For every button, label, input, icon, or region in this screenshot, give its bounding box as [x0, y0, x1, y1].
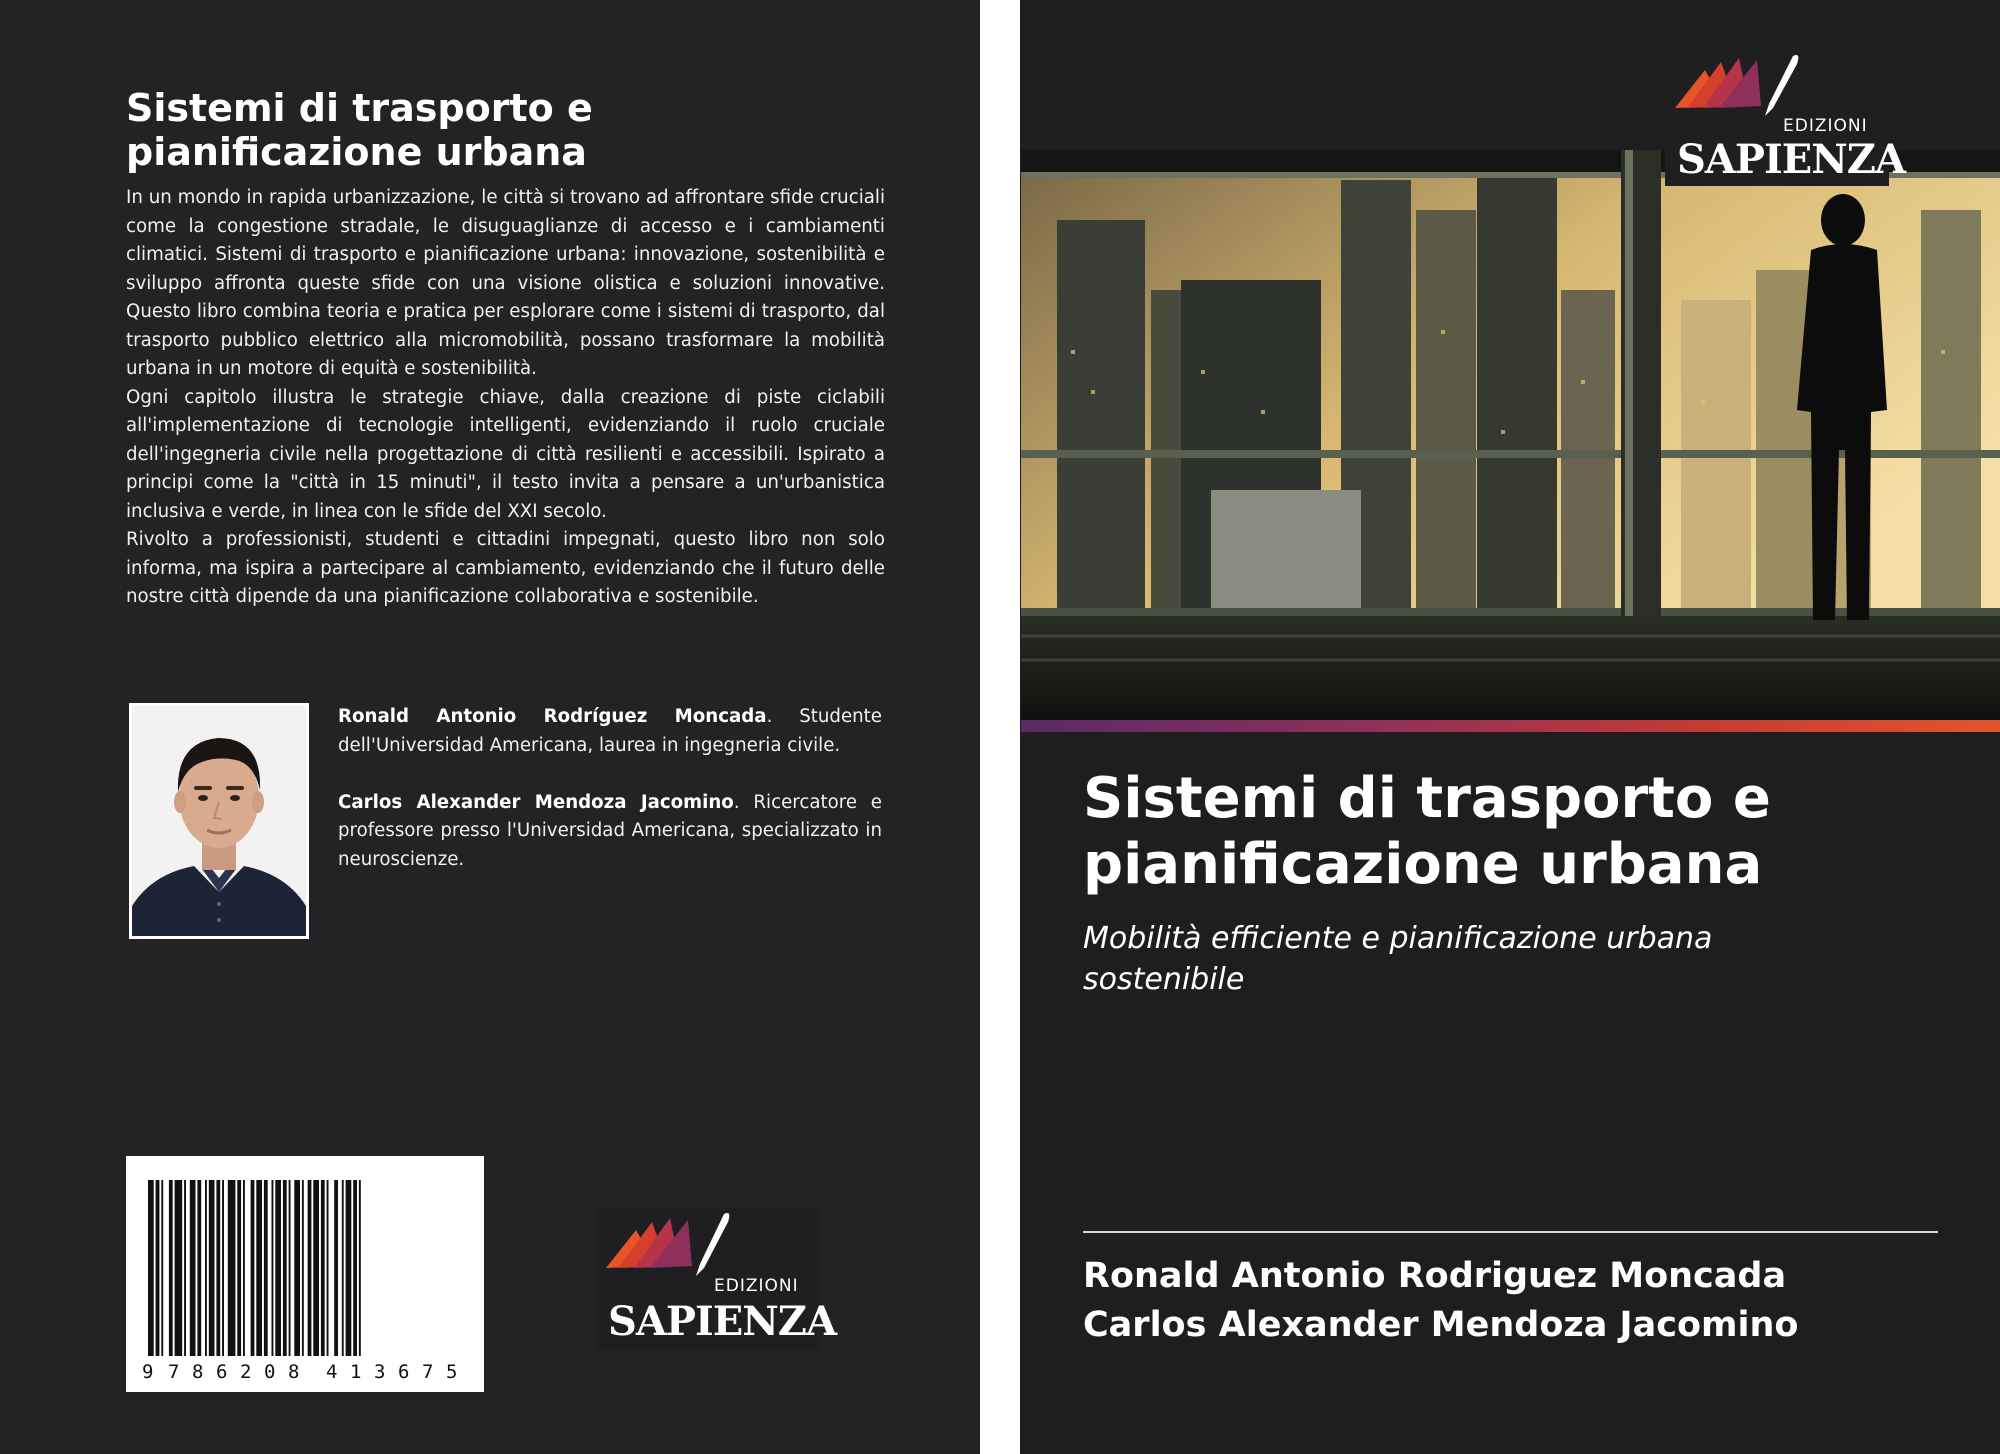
publisher-label-small: EDIZIONI	[714, 1276, 799, 1296]
isbn-digit: 2	[240, 1361, 252, 1383]
barcode-bar	[327, 1180, 329, 1356]
barcode-bar	[251, 1180, 255, 1356]
barcode-bar	[321, 1180, 325, 1356]
author-bios	[338, 703, 882, 903]
barcode-bar	[313, 1180, 319, 1356]
publisher-label-large: SAPIENZA	[608, 1298, 836, 1345]
isbn-digit: 4	[326, 1361, 338, 1383]
barcode-bar	[222, 1180, 224, 1356]
author-bio-text: . Ricercatore e professore presso l'Universidad Americana, specializzato in neuroscienze.	[338, 791, 882, 870]
city-window-skyline-image	[1021, 150, 2000, 720]
cover-photograph	[1021, 150, 2000, 720]
author-portrait-image	[132, 706, 306, 936]
barcode-bar	[308, 1180, 312, 1356]
front-cover-title: Sistemi di trasporto e pianificazione urbana	[1083, 766, 1771, 897]
barcode-bar	[216, 1180, 220, 1356]
barcode-bar	[184, 1180, 186, 1356]
isbn-digit: 3	[374, 1361, 386, 1383]
front-cover-authors	[1083, 1252, 1963, 1350]
back-cover-blurb	[126, 184, 885, 612]
back-cover-title: Sistemi di trasporto e pianificazione urbana	[126, 86, 593, 174]
front-cover-subtitle: Mobilità efficiente e pianificazione urbana sostenibile	[1083, 921, 1713, 997]
author-name: Carlos Alexander Mendoza Jacomino	[1083, 1305, 1799, 1345]
barcode-bar	[243, 1180, 245, 1356]
isbn-digit: 1	[350, 1361, 362, 1383]
barcode-bar	[209, 1180, 215, 1356]
barcode-bar	[148, 1180, 154, 1356]
barcode-bar	[237, 1180, 241, 1356]
blurb-paragraph: Rivolto a professionisti, studenti e cittadini impegnati, questo libro non solo informa, ma ispira a partecipare al cambiamento, evidenziando che il futuro delle nostre città dipende da una pianificazione collaborativa e sostenibile.	[126, 529, 885, 607]
barcode-bar	[302, 1180, 304, 1356]
isbn-barcode	[126, 1156, 484, 1392]
blurb-paragraph: Ogni capitolo illustra le strategie chiave, dalla creazione di piste ciclabili all'implementazione di tecnologie intelligenti, evidenziando il ruolo cruciale dell'ingegneria civile nella progettazione di città resilienti e accessibili. Ispirato a principi come la "città in 15 minuti", il testo invita a pensare a un'urbanistica inclusiva e verde, in linea con le sfide del XXI secolo.	[126, 386, 885, 522]
barcode-bar	[228, 1180, 236, 1356]
barcode-bar	[275, 1180, 281, 1356]
publisher-label-small: EDIZIONI	[1783, 116, 1868, 136]
barcode-bar	[346, 1180, 352, 1356]
publisher-logo-back	[596, 1208, 836, 1350]
publisher-logo-front	[1665, 52, 1905, 186]
author-photo	[129, 703, 309, 939]
barcode-bar	[264, 1180, 268, 1356]
isbn-digit: 0	[264, 1361, 276, 1383]
isbn-digit: 8	[288, 1361, 300, 1383]
barcode-bar	[342, 1180, 344, 1356]
barcode-bar	[190, 1180, 196, 1356]
isbn-digit: 7	[168, 1361, 180, 1383]
spine-gap	[980, 0, 1020, 1454]
isbn-digit: 7	[422, 1361, 434, 1383]
barcode-bar	[294, 1180, 300, 1356]
author-bio-name: Carlos Alexander Mendoza Jacomino	[338, 791, 734, 813]
barcode-bar	[161, 1180, 163, 1356]
barcode-icon	[126, 1156, 484, 1392]
author-bio	[338, 789, 882, 875]
author-bio-text: . Studente dell'Universidad Americana, laurea in ingegneria civile.	[338, 706, 882, 756]
barcode-bar	[353, 1180, 357, 1356]
isbn-digit: 6	[398, 1361, 410, 1383]
author-bio-name: Ronald Antonio Rodríguez Moncada	[338, 706, 767, 727]
barcode-bar	[156, 1180, 160, 1356]
barcode-bar	[289, 1180, 291, 1356]
isbn-digit: 6	[216, 1361, 228, 1383]
author-bio	[338, 703, 882, 760]
isbn-digit: 5	[446, 1361, 458, 1383]
blurb-paragraph: In un mondo in rapida urbanizzazione, le città si trovano ad affrontare sfide cruciali come la congestione stradale, le disuguaglianze di accesso e i cambiamenti climatici. Sistemi di trasporto e pianificazione urbana: innovazione, sostenibilità e sviluppo affronta queste sfide con una visione olistica e soluzioni innovative. Questo libro combina teoria e pratica per esplorare come i sistemi di trasporto, dal trasporto pubblico elettrico alla micromobilità, possano trasformare la mobilità urbana in un motore di equità e sostenibilità.	[126, 187, 885, 379]
barcode-bar	[359, 1180, 361, 1356]
barcode-bar	[283, 1180, 287, 1356]
barcode-bar	[256, 1180, 262, 1356]
author-name: Ronald Antonio Rodriguez Moncada	[1083, 1256, 1787, 1296]
isbn-digit: 8	[192, 1361, 204, 1383]
barcode-bar	[197, 1180, 201, 1356]
barcode-bar	[272, 1180, 274, 1356]
barcode-bar	[175, 1180, 183, 1356]
barcode-bar	[334, 1180, 338, 1356]
barcode-bar	[205, 1180, 207, 1356]
publisher-label-large: SAPIENZA	[1677, 136, 1905, 183]
cover-color-stripe	[1021, 720, 2000, 732]
authors-divider	[1083, 1231, 1938, 1233]
barcode-bar	[169, 1180, 173, 1356]
isbn-digit: 9	[142, 1361, 154, 1383]
